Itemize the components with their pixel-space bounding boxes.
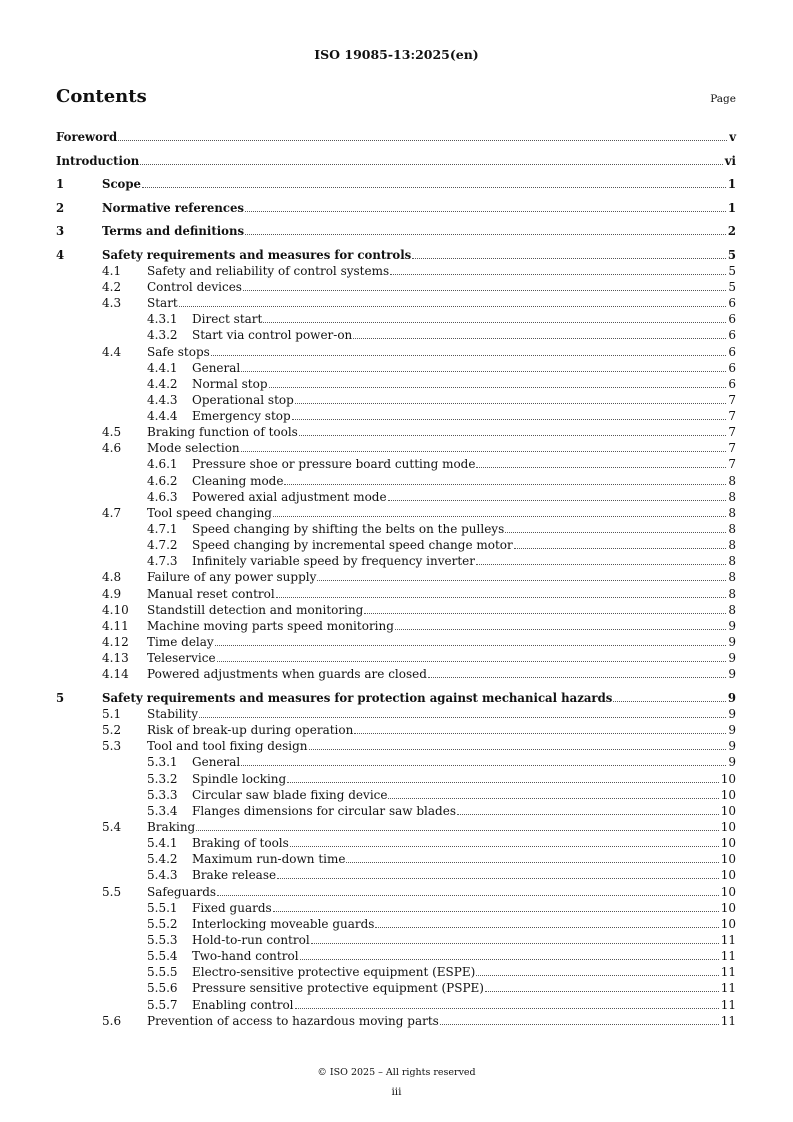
dot-leader bbox=[273, 911, 719, 912]
section-title: Tool and tool fixing design bbox=[147, 739, 308, 754]
section-title: Scope bbox=[102, 177, 141, 192]
toc-entry-5-5-5[interactable] bbox=[56, 964, 736, 980]
page-number: v bbox=[729, 130, 736, 144]
dot-leader bbox=[613, 701, 726, 702]
section-title: Emergency stop bbox=[192, 409, 291, 424]
page-number: 9 bbox=[728, 739, 736, 754]
toc-entry-4-12[interactable] bbox=[56, 634, 736, 650]
section-number: 4.4.3 bbox=[147, 392, 178, 407]
section-number: 4.3 bbox=[102, 296, 122, 311]
section-title: Failure of any power supply bbox=[147, 570, 317, 585]
section-title: General bbox=[192, 360, 241, 375]
page-number: 8 bbox=[728, 602, 736, 617]
section-number: 5.5.7 bbox=[147, 997, 178, 1012]
page-number: 7 bbox=[728, 457, 736, 472]
page-number: 11 bbox=[720, 1013, 736, 1028]
toc-entry-4-14[interactable] bbox=[56, 666, 736, 682]
page-number: 2 bbox=[727, 224, 736, 239]
section-title: Start bbox=[147, 296, 178, 311]
dot-leader bbox=[241, 371, 726, 372]
section-title: Electro-sensitive protective equipment (ESPE) bbox=[192, 965, 476, 980]
section-number: 4.7 bbox=[102, 505, 122, 520]
page-number: 8 bbox=[728, 570, 736, 585]
dot-leader bbox=[514, 548, 727, 549]
section-number: 1 bbox=[56, 177, 65, 192]
toc-entry-5-5-3[interactable] bbox=[56, 932, 736, 948]
toc-entry-4-6[interactable] bbox=[56, 440, 736, 456]
section-title: Tool speed changing bbox=[147, 505, 272, 520]
toc-entry-5-4[interactable] bbox=[56, 819, 736, 835]
toc-entry-5-3-1[interactable] bbox=[56, 754, 736, 770]
toc-entry-1[interactable] bbox=[56, 176, 736, 192]
section-number: 3 bbox=[56, 224, 65, 239]
toc-entry-4-2[interactable] bbox=[56, 279, 736, 295]
dot-leader bbox=[215, 645, 727, 646]
section-title: Normative references bbox=[102, 200, 244, 215]
section-title: Foreword bbox=[56, 130, 118, 144]
section-number: 5.3.1 bbox=[147, 755, 178, 770]
page-number: 8 bbox=[728, 473, 736, 488]
page-number: vi bbox=[724, 153, 736, 168]
section-title: Operational stop bbox=[192, 392, 294, 407]
section-title: Enabling control bbox=[192, 997, 294, 1012]
page-number: 10 bbox=[720, 916, 736, 931]
toc-entry-4-5[interactable] bbox=[56, 424, 736, 440]
page-number: 8 bbox=[728, 522, 736, 537]
section-number: 5.4 bbox=[102, 819, 122, 834]
section-number: 5.2 bbox=[102, 723, 122, 738]
page-number: 9 bbox=[728, 667, 736, 682]
page-number: 10 bbox=[720, 852, 736, 867]
page-number: 8 bbox=[728, 586, 736, 601]
page-number: 1 bbox=[727, 200, 736, 215]
dot-leader bbox=[346, 862, 718, 863]
toc-entry-4-1[interactable] bbox=[56, 263, 736, 279]
dot-leader bbox=[440, 1024, 719, 1025]
toc-entry-4-4-4[interactable] bbox=[56, 408, 736, 424]
page-number: 9 bbox=[728, 651, 736, 666]
page-number: 10 bbox=[720, 900, 736, 915]
toc-entry-5-5-6[interactable] bbox=[56, 980, 736, 996]
section-number: 5.3.3 bbox=[147, 787, 178, 802]
section-title: Braking of tools bbox=[192, 836, 289, 851]
section-title: Braking bbox=[147, 819, 196, 834]
dot-leader bbox=[309, 749, 727, 750]
dot-leader bbox=[295, 1008, 719, 1009]
section-number: 4.6 bbox=[102, 441, 122, 456]
toc-entry-4-8[interactable] bbox=[56, 569, 736, 585]
page-number: 9 bbox=[728, 706, 736, 721]
section-number: 4.13 bbox=[102, 651, 129, 666]
dot-leader bbox=[217, 661, 727, 662]
toc-entry-4-7-1[interactable] bbox=[56, 521, 736, 537]
toc-entry-4-10[interactable] bbox=[56, 602, 736, 618]
page-number: 10 bbox=[720, 771, 736, 786]
section-number: 5.4.2 bbox=[147, 852, 178, 867]
section-number: 5.5.3 bbox=[147, 932, 178, 947]
dot-leader bbox=[273, 516, 726, 517]
dot-leader bbox=[276, 597, 727, 598]
toc-entry-4-6-2[interactable] bbox=[56, 473, 736, 489]
section-title: Direct start bbox=[192, 312, 263, 327]
page-number: 7 bbox=[728, 392, 736, 407]
section-number: 4.7.2 bbox=[147, 538, 178, 553]
section-title: Safety requirements and measures for controls bbox=[102, 247, 412, 262]
section-number: 5 bbox=[56, 690, 65, 705]
section-title: Pressure shoe or pressure board cutting mode bbox=[192, 457, 476, 472]
section-number: 5.5.2 bbox=[147, 916, 178, 931]
section-number: 4.7.1 bbox=[147, 522, 178, 537]
copyright-notice: © ISO 2025 – All rights reserved bbox=[317, 1067, 476, 1078]
toc-entry-5-5-4[interactable] bbox=[56, 948, 736, 964]
toc-entry-4-6-1[interactable] bbox=[56, 456, 736, 472]
page-number: 9 bbox=[728, 618, 736, 633]
toc-entry-5-2[interactable] bbox=[56, 722, 736, 738]
toc-entry-4-4-3[interactable] bbox=[56, 392, 736, 408]
section-title: Circular saw blade fixing device bbox=[192, 787, 388, 802]
section-title: Infinitely variable speed by frequency inverter bbox=[192, 554, 475, 569]
section-title: Terms and definitions bbox=[102, 224, 245, 239]
toc-entry-4-13[interactable] bbox=[56, 650, 736, 666]
toc-entry-4-3-1[interactable] bbox=[56, 311, 736, 327]
toc-entry-5-5-7[interactable] bbox=[56, 997, 736, 1013]
page-number: 10 bbox=[720, 868, 736, 883]
section-title: Interlocking moveable guards bbox=[192, 916, 375, 931]
document-id-header: ISO 19085-13:2025(en) bbox=[314, 47, 479, 62]
section-number: 5.5.1 bbox=[147, 900, 178, 915]
dot-leader bbox=[412, 258, 726, 259]
section-number: 5.5.6 bbox=[147, 981, 178, 996]
toc-entry-4-11[interactable] bbox=[56, 618, 736, 634]
page-number: 10 bbox=[720, 819, 736, 834]
dot-leader bbox=[505, 532, 726, 533]
section-title: Prevention of access to hazardous moving parts bbox=[147, 1013, 439, 1028]
dot-leader bbox=[292, 419, 727, 420]
page-number: 8 bbox=[728, 489, 736, 504]
section-number: 5.3.4 bbox=[147, 803, 178, 818]
section-title: Start via control power-on bbox=[192, 328, 353, 343]
section-number: 5.6 bbox=[102, 1013, 122, 1028]
toc-entry-introduction[interactable] bbox=[56, 153, 736, 169]
section-title: Teleservice bbox=[147, 651, 216, 666]
section-title: Pressure sensitive protective equipment (PSPE) bbox=[192, 981, 484, 996]
section-title: Braking function of tools bbox=[147, 425, 298, 440]
section-number: 4.6.3 bbox=[147, 489, 178, 504]
section-title: Safeguards bbox=[147, 884, 217, 899]
page-number: 10 bbox=[720, 884, 736, 899]
toc-entry-5[interactable] bbox=[56, 690, 736, 706]
dot-leader bbox=[269, 387, 727, 388]
section-title: Stability bbox=[147, 706, 198, 721]
page-number: 6 bbox=[728, 344, 736, 359]
toc-entry-4-4-1[interactable] bbox=[56, 360, 736, 376]
section-number: 4.11 bbox=[102, 618, 129, 633]
dot-leader bbox=[299, 435, 727, 436]
section-number: 4.1 bbox=[102, 263, 122, 278]
page-number: 6 bbox=[728, 376, 736, 391]
page-number: 9 bbox=[727, 690, 736, 705]
toc-entry-5-1[interactable] bbox=[56, 706, 736, 722]
section-title: Spindle locking bbox=[192, 771, 287, 786]
section-title: Safety requirements and measures for protection against mechanical hazards bbox=[102, 690, 613, 705]
dot-leader bbox=[241, 451, 727, 452]
dot-leader bbox=[196, 830, 718, 831]
section-title: Fixed guards bbox=[192, 900, 272, 915]
dot-leader bbox=[140, 164, 723, 165]
dot-leader bbox=[277, 878, 719, 879]
dot-leader bbox=[179, 306, 727, 307]
toc-entry-5-4-3[interactable] bbox=[56, 867, 736, 883]
page-number: 9 bbox=[728, 723, 736, 738]
page-number: 10 bbox=[720, 836, 736, 851]
dot-leader bbox=[287, 782, 719, 783]
section-number: 4.4.4 bbox=[147, 409, 178, 424]
toc-entry-4-4-2[interactable] bbox=[56, 376, 736, 392]
page-column-label: Page bbox=[710, 93, 736, 105]
section-number: 5.4.3 bbox=[147, 868, 178, 883]
page-number: 6 bbox=[728, 296, 736, 311]
section-title: Time delay bbox=[147, 635, 214, 650]
dot-leader bbox=[476, 975, 718, 976]
dot-leader bbox=[241, 765, 726, 766]
toc-entry-5-3-2[interactable] bbox=[56, 771, 736, 787]
toc-entry-4-7-2[interactable] bbox=[56, 537, 736, 553]
toc-entry-4-4[interactable] bbox=[56, 344, 736, 360]
section-number: 5.5.4 bbox=[147, 949, 178, 964]
toc-entry-2[interactable] bbox=[56, 200, 736, 216]
section-number: 4.12 bbox=[102, 635, 129, 650]
section-number: 4.4 bbox=[102, 344, 122, 359]
dot-leader bbox=[142, 187, 726, 188]
dot-leader bbox=[476, 564, 726, 565]
toc-entry-3[interactable] bbox=[56, 223, 736, 239]
section-title: Maximum run-down time bbox=[192, 852, 346, 867]
toc-entry-foreword[interactable] bbox=[56, 129, 736, 145]
page-number: 6 bbox=[728, 360, 736, 375]
dot-leader bbox=[476, 467, 726, 468]
page-number: 8 bbox=[728, 538, 736, 553]
dot-leader bbox=[290, 846, 719, 847]
toc-entry-5-4-2[interactable] bbox=[56, 851, 736, 867]
section-title: Mode selection bbox=[147, 441, 240, 456]
section-number: 5.3.2 bbox=[147, 771, 178, 786]
dot-leader bbox=[245, 234, 726, 235]
toc-entry-4-3-2[interactable] bbox=[56, 327, 736, 343]
section-number: 4.5 bbox=[102, 425, 122, 440]
page-number: 5 bbox=[728, 279, 736, 294]
section-title: Safe stops bbox=[147, 344, 210, 359]
toc-entry-5-5[interactable] bbox=[56, 884, 736, 900]
section-number: 4.8 bbox=[102, 570, 122, 585]
section-number: 4.10 bbox=[102, 602, 129, 617]
section-title: Cleaning mode bbox=[192, 473, 284, 488]
section-number: 5.1 bbox=[102, 706, 122, 721]
dot-leader bbox=[217, 895, 719, 896]
dot-leader bbox=[211, 355, 727, 356]
page-number: 7 bbox=[728, 409, 736, 424]
section-number: 4.4.2 bbox=[147, 376, 178, 391]
section-number: 4.6.2 bbox=[147, 473, 178, 488]
section-title: Safety and reliability of control systems bbox=[147, 263, 390, 278]
section-number: 5.3 bbox=[102, 739, 122, 754]
page-number: 5 bbox=[728, 263, 736, 278]
toc-entry-5-4-1[interactable] bbox=[56, 835, 736, 851]
page-number: 5 bbox=[727, 247, 736, 262]
page-number: 6 bbox=[728, 312, 736, 327]
toc-entry-4[interactable] bbox=[56, 247, 736, 263]
dot-leader bbox=[388, 798, 718, 799]
section-title: Speed changing by incremental speed change motor bbox=[192, 538, 513, 553]
section-title: Introduction bbox=[56, 153, 140, 168]
section-number: 4.6.1 bbox=[147, 457, 178, 472]
page-number: 9 bbox=[728, 635, 736, 650]
section-title: Control devices bbox=[147, 279, 242, 294]
section-title: Powered adjustments when guards are closed bbox=[147, 667, 427, 682]
toc-entry-4-9[interactable] bbox=[56, 586, 736, 602]
section-number: 4.7.3 bbox=[147, 554, 178, 569]
dot-leader bbox=[317, 580, 726, 581]
page-number: 6 bbox=[728, 328, 736, 343]
page-number: 8 bbox=[728, 554, 736, 569]
dot-leader bbox=[390, 274, 726, 275]
toc-entry-5-5-1[interactable] bbox=[56, 900, 736, 916]
section-number: 5.5 bbox=[102, 884, 122, 899]
dot-leader bbox=[388, 500, 727, 501]
section-title: General bbox=[192, 755, 241, 770]
section-number: 4.2 bbox=[102, 279, 122, 294]
section-title: Speed changing by shifting the belts on the pulleys bbox=[192, 522, 505, 537]
page-number: 11 bbox=[720, 932, 736, 947]
toc-entry-4-6-3[interactable] bbox=[56, 489, 736, 505]
page-number: 10 bbox=[720, 803, 736, 818]
dot-leader bbox=[263, 322, 726, 323]
dot-leader bbox=[375, 927, 718, 928]
toc-entry-4-3[interactable] bbox=[56, 295, 736, 311]
page-number: 7 bbox=[728, 441, 736, 456]
toc-entry-4-7-3[interactable] bbox=[56, 553, 736, 569]
dot-leader bbox=[428, 677, 726, 678]
section-title: Two-hand control bbox=[192, 949, 299, 964]
toc-entry-5-5-2[interactable] bbox=[56, 916, 736, 932]
contents-heading: Contents bbox=[56, 86, 147, 107]
page-number: 11 bbox=[720, 965, 736, 980]
toc-entry-5-3[interactable] bbox=[56, 738, 736, 754]
dot-leader bbox=[284, 484, 726, 485]
page-number: 9 bbox=[728, 755, 736, 770]
page-number: 1 bbox=[727, 177, 736, 192]
toc-entry-5-3-3[interactable] bbox=[56, 787, 736, 803]
dot-leader bbox=[118, 140, 727, 141]
section-number: 4.3.1 bbox=[147, 312, 178, 327]
section-title: Hold-to-run control bbox=[192, 932, 310, 947]
section-number: 4.3.2 bbox=[147, 328, 178, 343]
section-number: 5.5.5 bbox=[147, 965, 178, 980]
section-title: Machine moving parts speed monitoring bbox=[147, 618, 394, 633]
section-number: 4.14 bbox=[102, 667, 129, 682]
section-title: Standstill detection and monitoring bbox=[147, 602, 364, 617]
section-title: Flanges dimensions for circular saw blades bbox=[192, 803, 456, 818]
section-number: 4.4.1 bbox=[147, 360, 178, 375]
dot-leader bbox=[311, 943, 719, 944]
section-title: Powered axial adjustment mode bbox=[192, 489, 387, 504]
dot-leader bbox=[243, 290, 726, 291]
section-number: 4.9 bbox=[102, 586, 122, 601]
dot-leader bbox=[199, 717, 726, 718]
section-number: 5.4.1 bbox=[147, 836, 178, 851]
toc-entry-5-3-4[interactable] bbox=[56, 803, 736, 819]
dot-leader bbox=[295, 403, 727, 404]
dot-leader bbox=[354, 733, 726, 734]
section-title: Normal stop bbox=[192, 376, 268, 391]
section-number: 2 bbox=[56, 200, 65, 215]
toc-entry-5-6[interactable] bbox=[56, 1013, 736, 1029]
page-number: 11 bbox=[720, 981, 736, 996]
section-number: 4 bbox=[56, 247, 65, 262]
page-number: 7 bbox=[728, 425, 736, 440]
dot-leader bbox=[300, 959, 719, 960]
dot-leader bbox=[364, 613, 726, 614]
dot-leader bbox=[485, 991, 719, 992]
toc-entry-4-7[interactable] bbox=[56, 505, 736, 521]
table-of-contents bbox=[56, 129, 736, 1029]
section-title: Risk of break-up during operation bbox=[147, 723, 354, 738]
dot-leader bbox=[457, 814, 719, 815]
dot-leader bbox=[395, 629, 726, 630]
page-number: 10 bbox=[720, 787, 736, 802]
section-title: Brake release bbox=[192, 868, 277, 883]
footer-page-number: iii bbox=[391, 1086, 402, 1098]
page-number: 11 bbox=[720, 949, 736, 964]
dot-leader bbox=[245, 211, 726, 212]
dot-leader bbox=[353, 338, 726, 339]
page-number: 11 bbox=[720, 997, 736, 1012]
section-title: Manual reset control bbox=[147, 586, 275, 601]
page-number: 8 bbox=[728, 505, 736, 520]
